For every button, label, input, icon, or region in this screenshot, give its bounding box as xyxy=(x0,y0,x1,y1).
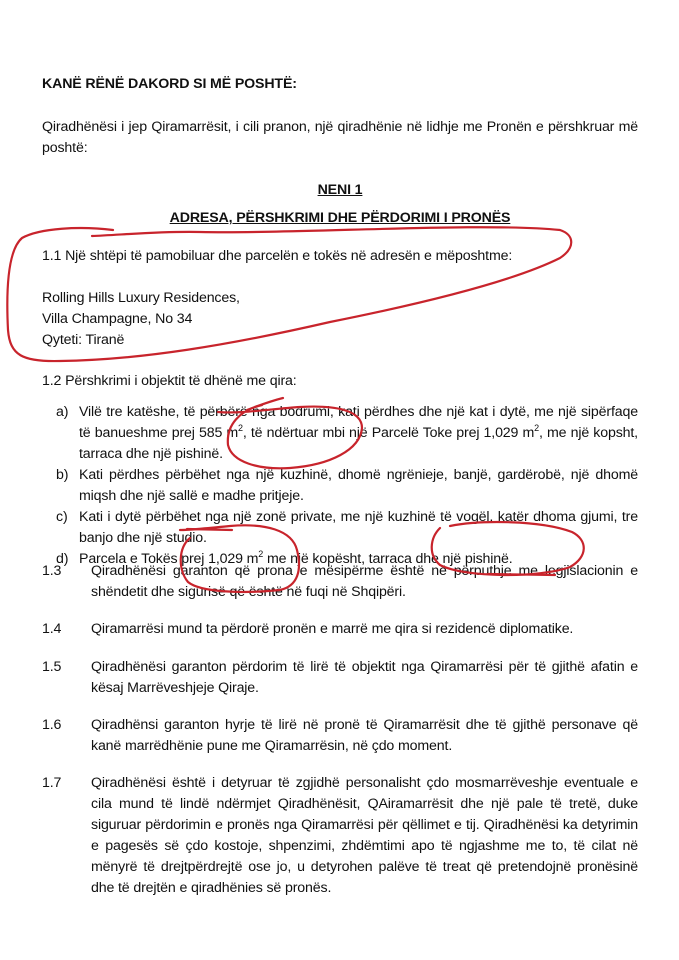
clause-1-3 xyxy=(42,561,638,603)
description-list xyxy=(56,402,638,570)
item-marker: c) xyxy=(56,509,68,525)
superscript: 2 xyxy=(258,549,264,559)
clause-1-6 xyxy=(42,715,638,757)
item-marker: b) xyxy=(56,467,69,483)
description-item xyxy=(56,507,638,549)
item-marker: d) xyxy=(56,551,69,567)
item-text: Parcela e Tokës prej 1,029 m xyxy=(79,551,259,567)
clause-number: 1.7 xyxy=(42,775,62,791)
address-line-2: Villa Champagne, No 34 xyxy=(42,311,193,327)
article-title: ADRESA, PËRSHKRIMI DHE PËRDORIMI I PRONËS xyxy=(169,210,511,226)
item-text: Vilë tre katëshe, të përbërë nga bodrumi, kati përdhes dhe një kat i dytë, me një sipërfaqe të banueshme prej 585 m xyxy=(79,404,638,441)
document-heading: KANË RËNË DAKORD SI MË POSHTË: xyxy=(42,76,297,92)
address-block xyxy=(42,288,638,351)
clause-1-7 xyxy=(42,773,638,899)
intro-paragraph: Qiradhënësi i jep Qiramarrësit, i cili pranon, një qiradhënie në lidhje me Pronën e përshkruar më poshtë: xyxy=(42,119,638,156)
clause-number: 1.5 xyxy=(42,659,62,675)
superscript: 2 xyxy=(534,423,540,433)
article-number: NENI 1 xyxy=(317,182,363,198)
clause-1-1: 1.1 Një shtëpi të pamobiluar dhe parcelën e tokës në adresën e mëposhtme: xyxy=(42,248,513,264)
clause-1-4 xyxy=(42,619,638,640)
clause-number: 1.3 xyxy=(42,563,62,579)
clause-text: Qiradhënsi garanton hyrje të lirë në pronë të Qiramarrësit dhe të gjithë personave që kanë marrëdhënie pune me Qiramarrësin, në çdo moment. xyxy=(91,717,638,754)
clause-number: 1.6 xyxy=(42,717,62,733)
item-text: , të ndërtuar mbi një Parcelë Toke prej 1,029 m xyxy=(242,425,535,441)
item-marker: a) xyxy=(56,404,69,420)
article-title-wrap xyxy=(42,208,638,229)
clause-1-5 xyxy=(42,657,638,699)
clause-text: Qiradhënësi është i detyruar të zgjidhë personalisht çdo mosmarrëveshje eventuale e cila mund të lindë ndërmjet Qiradhënësit, QAiramarrësit dhe një pale të tretë, duke siguruar përdorimin e pronës nga Qiramarrësi për qëllimet e tij. Qiradhënësi ka detyrimin e pagesës së çdo kostoje, shpenzimi, zhdëmtimi apo të ngjashme me to, të cilat në mënyrë të drejtpërdrejtë ose jo, u detyrohen palëve të treat që pretendojnë pronësinë dhe të drejtën e qiradhënies së pronës. xyxy=(91,775,638,896)
description-item xyxy=(56,465,638,507)
item-text: Kati përdhes përbëhet nga një kuzhinë, dhomë ngrënieje, banjë, gardërobë, një dhomë miqsh dhe një sallë e madhe pritjeje. xyxy=(79,467,638,504)
clause-text: Qiradhënësi garanton që prona e mësipërme është në përputhje me legjislacionin e shëndetit dhe sigurisë që është në fuqi në Shqipëri. xyxy=(91,563,638,600)
address-line-1: Rolling Hills Luxury Residences, xyxy=(42,290,240,306)
address-line-3: Qyteti: Tiranë xyxy=(42,332,125,348)
clause-number: 1.4 xyxy=(42,621,62,637)
item-text: , me një kopsht, tarraca dhe një pishinë. xyxy=(79,425,638,462)
superscript: 2 xyxy=(238,423,243,433)
item-text: Kati i dytë përbëhet nga një zonë private, me një kuzhinë të vogël, katër dhoma gjumi, tre banjo dhe një studio. xyxy=(79,509,638,546)
description-item xyxy=(56,402,638,465)
item-text: me një kopësht, tarraca dhe një pishinë. xyxy=(263,551,513,567)
clause-1-2: 1.2 Përshkrimi i objektit të dhënë me qira: xyxy=(42,373,297,389)
clause-text: Qiramarrësi mund ta përdorë pronën e marrë me qira si rezidencë diplomatike. xyxy=(91,621,574,637)
article-number-wrap xyxy=(42,180,638,201)
clause-text: Qiradhënësi garanton përdorim të lirë të objektit nga Qiramarrësi për të gjithë afatin e kësaj Marrëveshjeje Qiraje. xyxy=(91,659,638,696)
